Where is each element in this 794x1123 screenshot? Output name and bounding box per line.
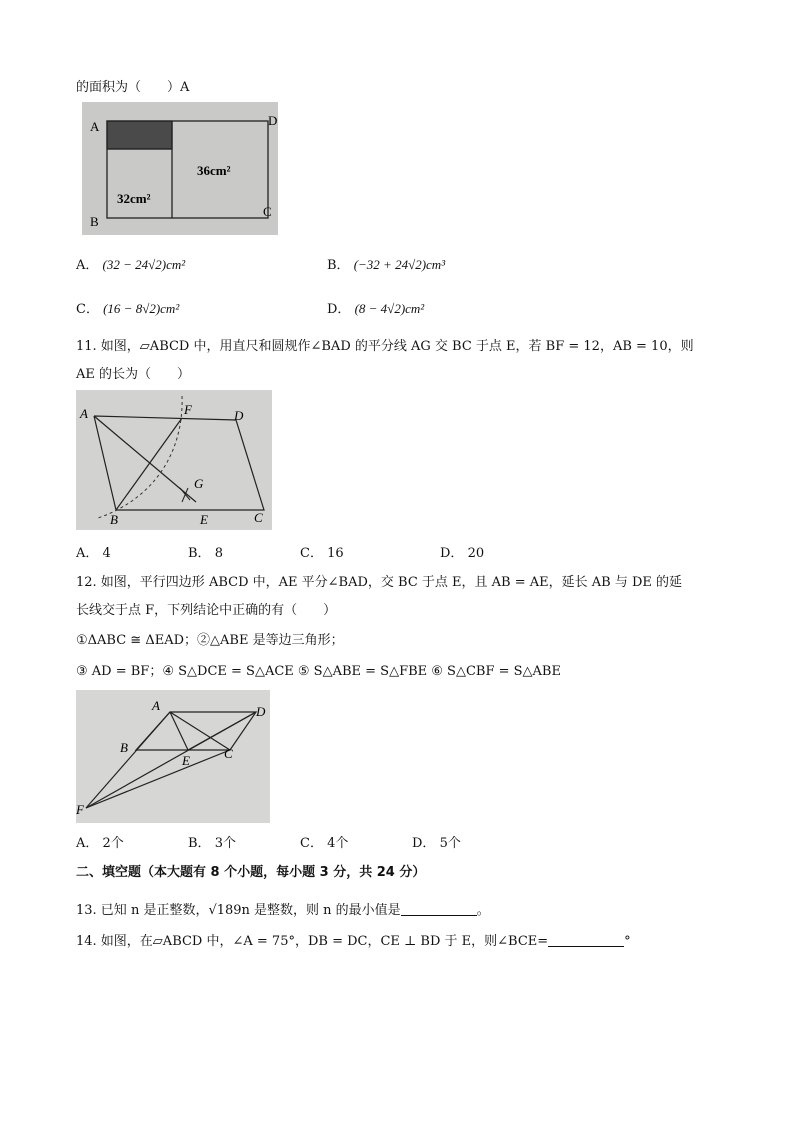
q11-option-c: C． 16	[300, 546, 344, 561]
q12-option-c: C． 4个	[300, 836, 349, 851]
fig11-label-A: A	[80, 406, 88, 421]
fig12-label-C: C	[224, 746, 233, 761]
q10-option-a: A． (32 − 24√2)cm²	[76, 257, 186, 273]
q11-line-1: 11. 如图，▱ABCD 中，用直尺和圆规作∠BAD 的平分线 AG 交 BC 于点 E，若 BF = 12，AB = 10，则	[76, 339, 694, 354]
q12-line-3: ①ΔABC ≅ ΔEAD；②△ABE 是等边三角形；	[76, 633, 344, 648]
q11-option-a: A． 4	[76, 546, 111, 561]
fig11-label-C: C	[254, 510, 263, 525]
q12-line-1: 12. 如图，平行四边形 ABCD 中，AE 平分∠BAD，交 BC 于点 E，且 AB = AE，延长 AB 与 DE 的延	[76, 575, 683, 590]
fig10-label-D: D	[268, 113, 278, 128]
q12-option-a: A． 2个	[76, 836, 124, 851]
fig10-area-large: 36cm²	[197, 163, 231, 178]
q10-option-d: D． (8 − 4√2)cm²	[327, 301, 425, 317]
fig11-label-B: B	[110, 512, 118, 527]
q10-option-b: B． (−32 + 24√2)cm³	[327, 257, 446, 273]
q11-line-2: AE 的长为（ ）	[76, 367, 191, 382]
fig11-label-E: E	[200, 512, 208, 527]
fig10-area-small: 32cm²	[117, 191, 151, 206]
fig10-label-A: A	[90, 119, 100, 134]
q12-line-4: ③ AD = BF；④ S△DCE = S△ACE ⑤ S△ABE = S△FBE ⑥ S△CBF = S△ABE	[76, 664, 561, 679]
section-heading: 二、填空题（本大题有 8 个小题，每小题 3 分，共 24 分）	[76, 865, 426, 880]
fig12-label-E: E	[182, 753, 190, 768]
fig11-label-D: D	[234, 408, 244, 423]
fig11-label-G: G	[194, 476, 204, 491]
q12-option-d: D． 5个	[412, 836, 461, 851]
q10-option-c: C． (16 − 8√2)cm²	[76, 301, 180, 317]
fig12-label-B: B	[120, 740, 128, 755]
figure-q10	[82, 102, 278, 235]
q11-option-d: D． 20	[440, 546, 485, 561]
q13-text: 13. 已知 n 是正整数，√189n 是整数，则 n 的最小值是 。	[76, 903, 490, 918]
fig12-label-A: A	[152, 698, 160, 713]
figure-q11	[76, 390, 272, 530]
q14-answer-blank[interactable]	[548, 934, 624, 947]
figure-q12	[76, 690, 270, 823]
q12-line-2: 长线交于点 F，下列结论中正确的有（ ）	[76, 603, 337, 618]
fig12-label-D: D	[256, 704, 266, 719]
fig11-label-F: F	[184, 402, 192, 417]
q14-text: 14. 如图，在▱ABCD 中，∠A = 75°，DB = DC，CE ⊥ BD 于 E，则∠BCE= °	[76, 934, 631, 949]
fig10-label-C: C	[263, 204, 272, 219]
fig10-label-B: B	[90, 214, 99, 229]
fig12-label-F: F	[76, 802, 84, 817]
q12-option-b: B． 3个	[188, 836, 236, 851]
q13-answer-blank[interactable]	[401, 903, 477, 916]
q10-tail-text: 的面积为（ ）A	[76, 80, 190, 95]
q11-option-b: B． 8	[188, 546, 223, 561]
